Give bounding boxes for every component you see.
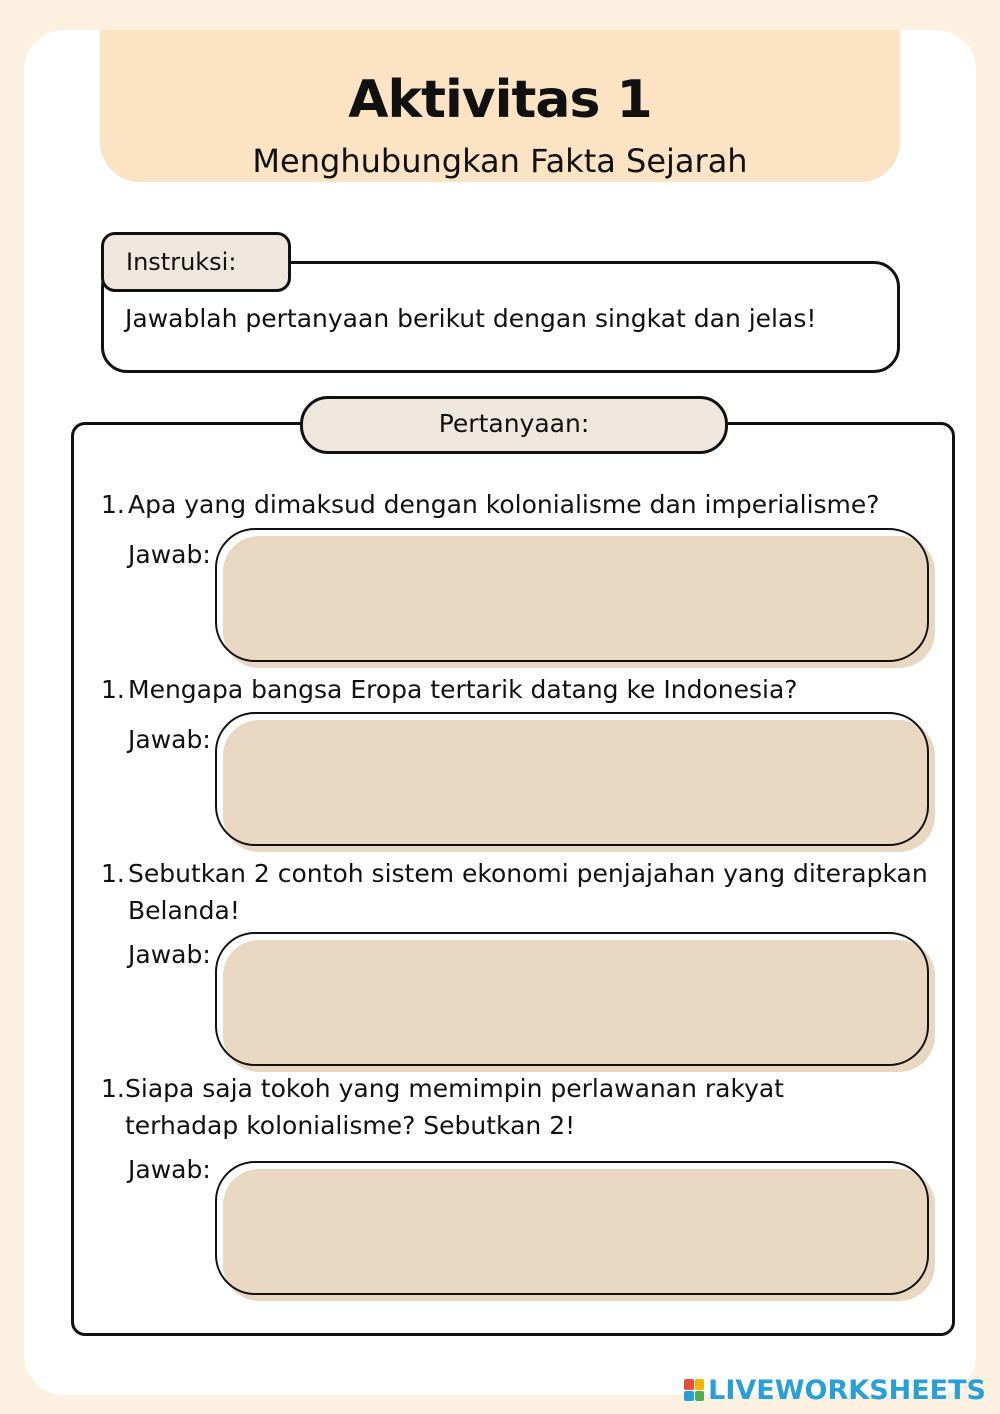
answer-label-2: Jawab: <box>128 725 211 754</box>
answer-field-3[interactable] <box>215 932 929 1066</box>
question-text: Mengapa bangsa Eropa tertarik datang ke Indonesia? <box>128 675 798 704</box>
instructions-label: Instruksi: <box>101 232 291 292</box>
question-number: 1. <box>101 675 125 704</box>
question-text: Apa yang dimaksud dengan kolonialisme dan imperialisme? <box>128 490 880 519</box>
worksheet-header <box>100 30 900 182</box>
liveworksheets-logo-icon <box>684 1379 704 1401</box>
liveworksheets-brand[interactable] <box>684 1372 986 1408</box>
question-text: Sebutkan 2 contoh sistem ekonomi penjajahan yang diterapkan Belanda! <box>128 859 928 925</box>
answer-field-4[interactable] <box>215 1161 929 1295</box>
answer-label-4: Jawab: <box>128 1155 211 1184</box>
question-number: 1. <box>101 1074 125 1103</box>
answer-field-1[interactable] <box>215 528 929 662</box>
question-number: 1. <box>101 490 125 519</box>
questions-label: Pertanyaan: <box>300 396 728 454</box>
question-number: 1. <box>101 859 125 888</box>
answer-field-2[interactable] <box>215 712 929 846</box>
question-text: Siapa saja tokoh yang memimpin perlawanan rakyat terhadap kolonialisme? Sebutkan 2! <box>125 1074 784 1140</box>
page-title: Aktivitas 1 <box>348 70 652 130</box>
page-subtitle: Menghubungkan Fakta Sejarah <box>252 142 748 180</box>
brand-text: LIVEWORKSHEETS <box>708 1374 986 1406</box>
answer-label-3: Jawab: <box>128 940 211 969</box>
answer-label-1: Jawab: <box>128 540 211 569</box>
instructions-text: Jawablah pertanyaan berikut dengan singkat dan jelas! <box>125 304 817 333</box>
